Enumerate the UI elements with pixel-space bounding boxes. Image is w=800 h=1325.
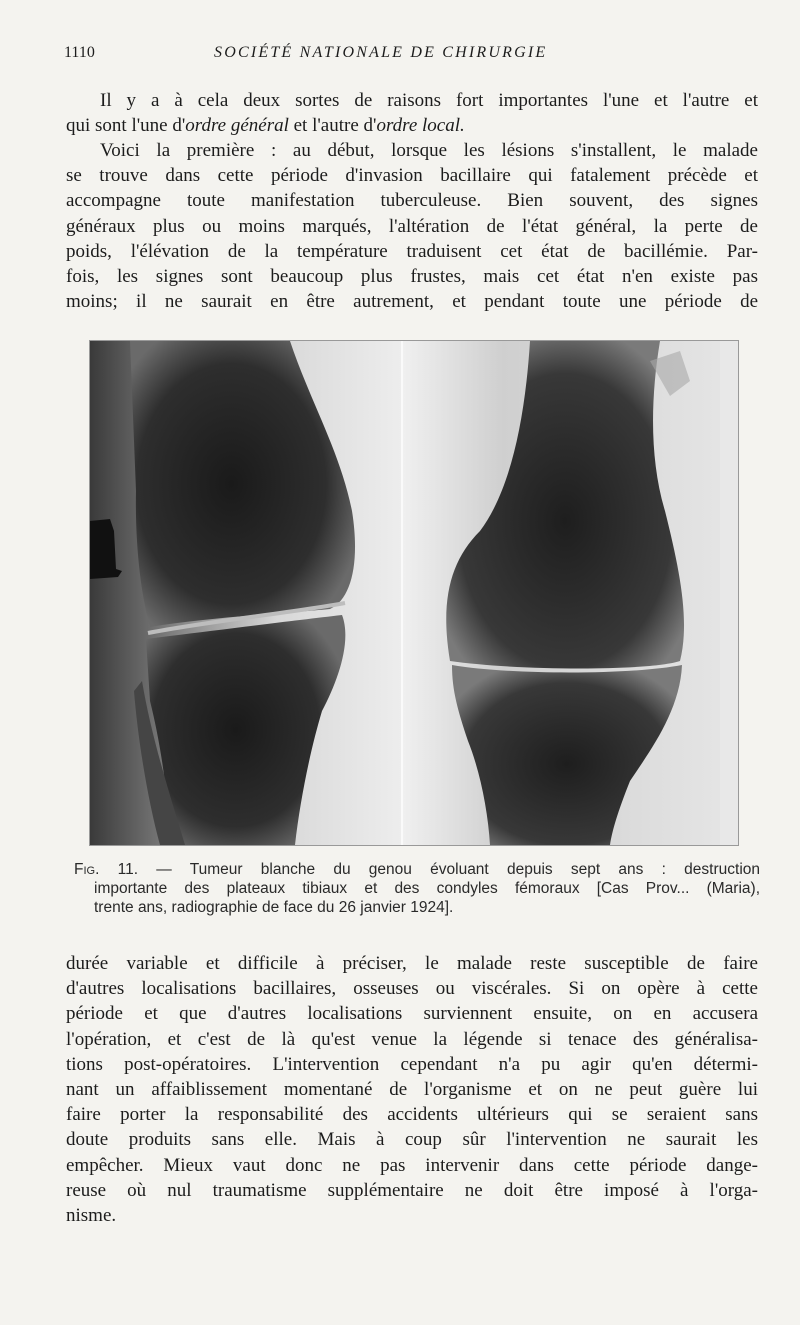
text-line: empêcher. Mieux vaut donc ne pas intervenir dans cette période dange- — [66, 1154, 758, 1176]
text-line: généraux plus ou moins marqués, l'altération de l'état général, la perte de — [66, 215, 758, 237]
text-line: nisme. — [66, 1205, 117, 1227]
italic-run: ordre local. — [376, 115, 465, 137]
caption-line: importante des plateaux tibiaux et des condyles fémoraux [Cas Prov... (Maria), — [94, 880, 760, 897]
text-run: et l'autre d' — [288, 115, 377, 137]
running-title: SOCIÉTÉ NATIONALE DE CHIRURGIE — [214, 44, 548, 61]
text-line: reuse où nul traumatisme supplémentaire ne doit être imposé à l'orga- — [66, 1179, 758, 1201]
radiograph-image — [90, 341, 738, 845]
text-line: nant un affaiblissement momentané de l'organisme et on ne peut guère lui — [66, 1079, 758, 1101]
text-line: se trouve dans cette période d'invasion bacillaire qui fatalement précède et — [66, 165, 758, 187]
italic-run: ordre général — [185, 115, 289, 137]
text-run: qui sont l'une d' — [66, 115, 186, 137]
text-line: moins; il ne saurait en être autrement, et pendant toute une période de — [66, 291, 758, 313]
text-line: durée variable et difficile à préciser, le malade reste susceptible de faire — [66, 953, 758, 974]
caption-line: trente ans, radiographie de face du 26 janvier 1924]. — [94, 899, 454, 916]
text-line: doute produits sans elle. Mais à coup sûr l'intervention ne saurait les — [66, 1129, 758, 1151]
text-line: d'autres localisations bacillaires, osseuses ou viscérales. Si on opère à cette — [66, 978, 758, 1000]
caption-text: — Tumeur blanche du genou évoluant depuis sept ans : destruction — [138, 861, 761, 878]
text-line: faire porter la responsabilité des accidents ultérieurs qui se seraient sans — [66, 1104, 758, 1126]
figure-label: Fig. 11. — [74, 861, 139, 878]
paragraph-first-reason — [66, 138, 758, 314]
paragraph-intro — [66, 88, 758, 138]
text-line: fois, les signes sont beaucoup plus frustes, mais cet état n'en existe pas — [66, 266, 758, 288]
text-line: Il y a à cela deux sortes de raisons fort importantes l'une et l'autre et — [100, 90, 758, 111]
page-header — [64, 44, 756, 68]
text-line: accompagne toute manifestation tuberculeuse. Bien souvent, des signes — [66, 190, 758, 212]
page-number: 1110 — [64, 44, 95, 61]
figure-caption — [74, 860, 760, 917]
paragraph-continuation — [66, 951, 758, 1228]
text-line: période et que d'autres localisations surviennent ensuite, on en accusera — [66, 1003, 758, 1025]
caption-line — [74, 860, 760, 879]
text-line: Voici la première : au début, lorsque les lésions s'installent, le malade — [100, 140, 758, 161]
text-line: poids, l'élévation de la température traduisent cet état de bacillémie. Par- — [66, 240, 758, 262]
text-line: l'opération, et c'est de là qu'est venue la légende si tenace des généralisa- — [66, 1028, 758, 1050]
text-line: tions post-opératoires. L'intervention cependant n'a pu agir qu'en détermi- — [66, 1053, 758, 1075]
text-line — [66, 113, 758, 138]
knee-radiograph-figure — [89, 340, 739, 846]
